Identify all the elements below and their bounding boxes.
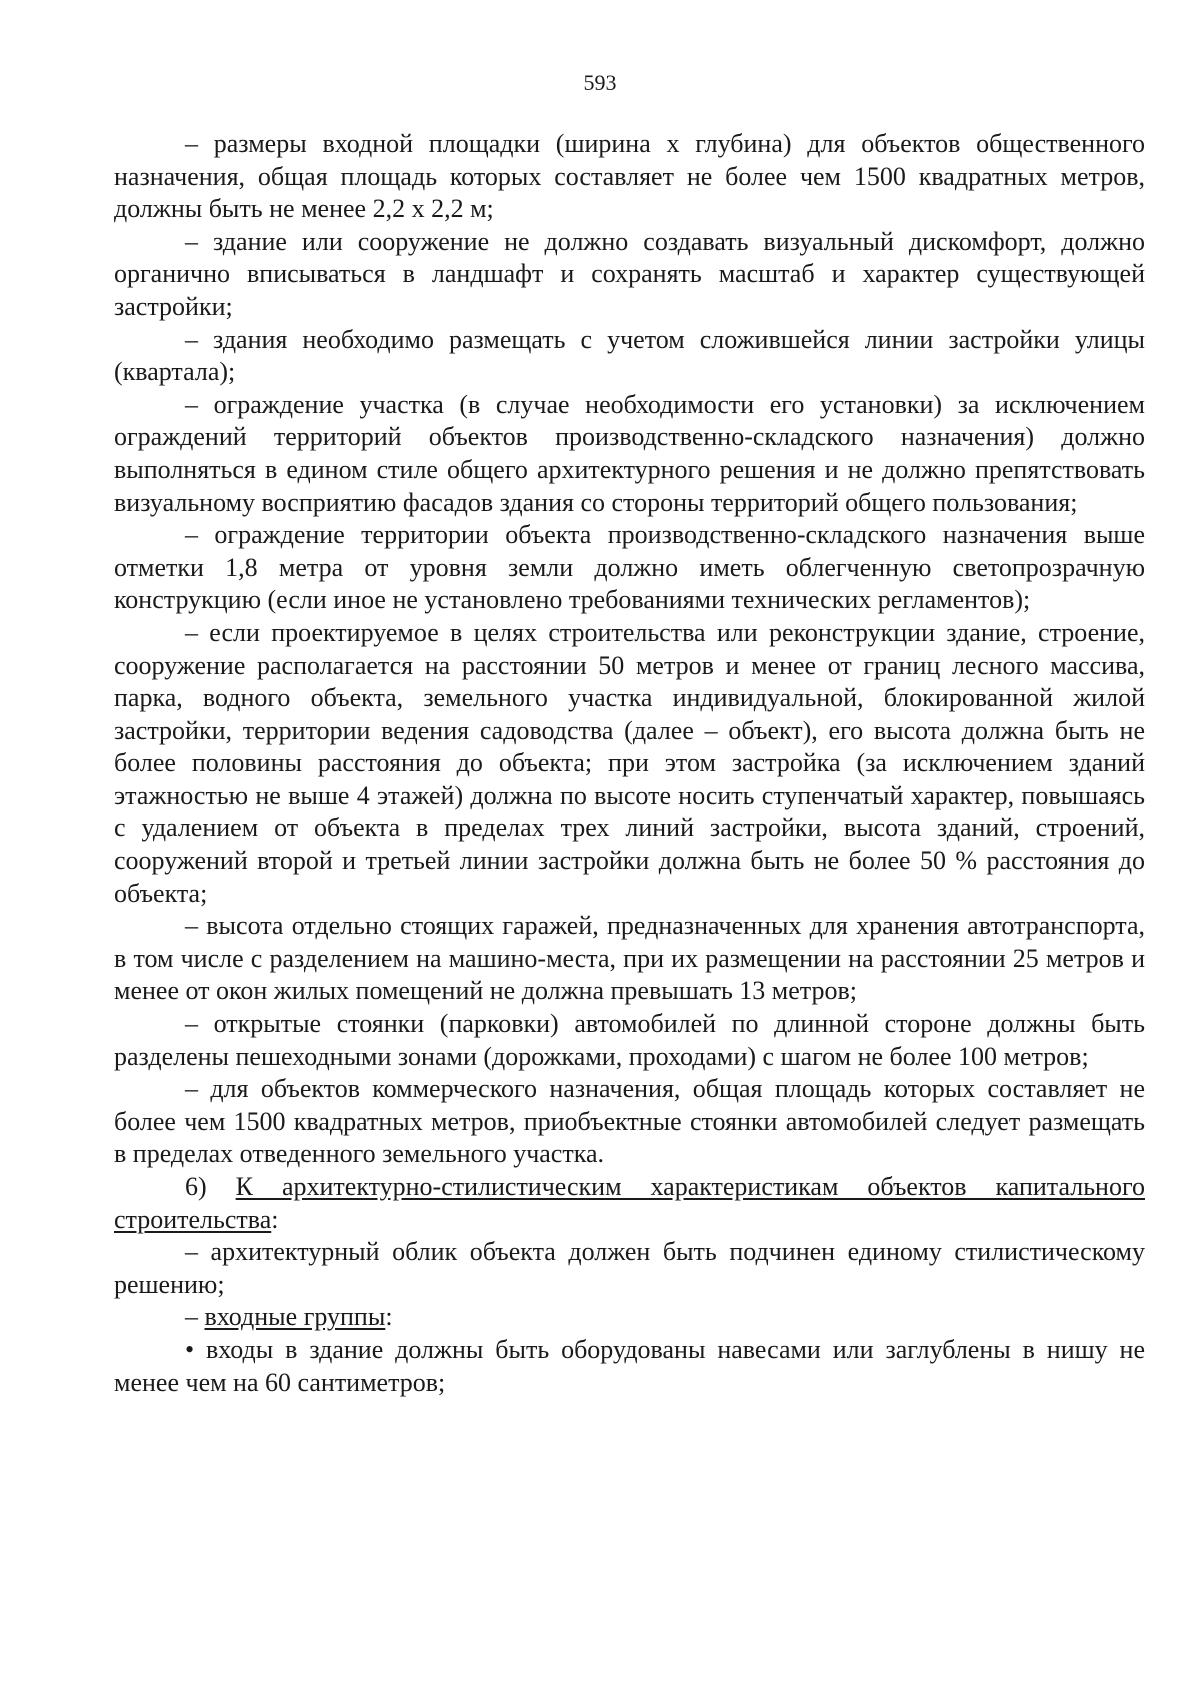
paragraph-entrance-platform-size: – размеры входной площадки (ширина х глубина) для объектов общественного назначения, общая площадь которых составляет не более чем 1500 квадратных метров, должны быть не менее 2,2 х 2,2 м; (114, 129, 1145, 224)
page-number: 593 (583, 70, 617, 95)
entrance-groups-colon: : (385, 1302, 393, 1332)
section-6-number: 6) (185, 1172, 236, 1201)
section-6-colon: : (271, 1204, 279, 1234)
entrance-groups-title: входные группы (204, 1302, 386, 1332)
paragraph-building-line: – здания необходимо размещать с учетом сложившейся линии застройки улицы (квартала); (114, 324, 1145, 387)
section-6-heading (114, 1171, 1145, 1236)
paragraph-commercial-parking: – для объектов коммерческого назначения, общая площадь которых составляет не более чем 1500 квадратных метров, приобъектные стоянки автомобилей следует размещать в пределах отведенного земельного участка. (114, 1074, 1145, 1169)
paragraph-industrial-fencing: – ограждение территории объекта производственно-складского назначения выше отметки 1,8 метра от уровня земли должно иметь облегченную светопрозрачную конструкцию (если иное не установлено требованиями технических регламентов); (114, 520, 1145, 615)
paragraph-site-fencing: – ограждение участка (в случае необходимости его установки) за исключением ограждений территорий объектов производственно-складского назначения) должно выполняться в едином стиле общего архитектурного решения и не должно препятствовать визуальному восприятию фасадов здания со стороны территорий общего пользования; (114, 389, 1145, 517)
paragraph-building-height: – если проектируемое в целях строительства или реконструкции здание, строение, сооружение располагается на расстоянии 50 метров и менее от границ лесного массива, парка, водного объекта, земельного участка индивидуальной, блокированной жилой застройки, территории ведения садоводства (далее – объект), его высота должна быть не более половины расстояния до объекта; при этом застройка (за исключением зданий этажностью не выше 4 этажей) должна по высоте носить ступенчатый характер, повышаясь с удалением от объекта в пределах трех линий застройки, высота зданий, строений, сооружений второй и третьей линии застройки должна быть не более 50 % расстояния до объекта; (114, 617, 1145, 908)
paragraph-architectural-appearance: – архитектурный облик объекта должен быть подчинен единому стилистическому решению; (114, 1237, 1145, 1299)
section-6-title: К архитектурно-стилистическим характеристикам объектов капитального строительства (114, 1172, 1145, 1234)
paragraph-visual-comfort: – здание или сооружение не должно создавать визуальный дискомфорт, должно органично вписываться в ландшафт и сохранять масштаб и характер существующей застройки; (114, 226, 1145, 321)
entrance-groups-heading (114, 1301, 1145, 1334)
entrance-groups-dash: – (185, 1302, 205, 1332)
body-text (114, 128, 1145, 1399)
paragraph-garage-height: – высота отдельно стоящих гаражей, предназначенных для хранения автотранспорта, в том числе с разделением на машино-места, при их размещении на расстоянии 25 метров и менее от окон жилых помещений не должна превышать 13 метров; (114, 911, 1145, 1006)
paragraph-entrance-canopies: • входы в здание должны быть оборудованы навесами или заглублены в нишу не менее чем на 60 сантиметров; (114, 1334, 1145, 1397)
paragraph-open-parking: – открытые стоянки (парковки) автомобилей по длинной стороне должны быть разделены пешеходными зонами (дорожками, проходами) с шагом не более 100 метров; (114, 1009, 1145, 1071)
